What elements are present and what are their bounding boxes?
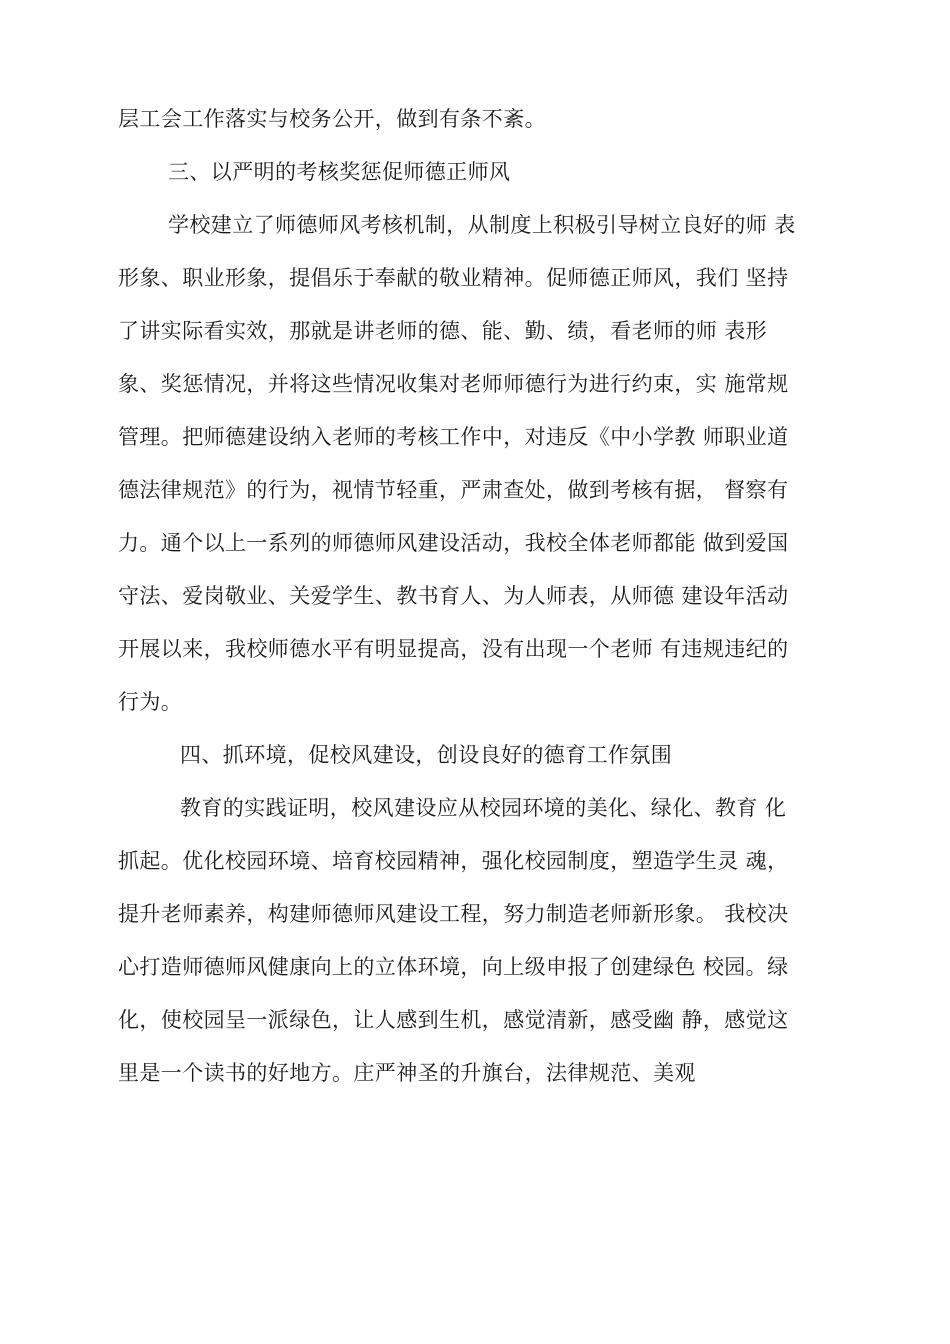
paragraph-line: 守法、爱岗敬业、关爱学生、教书育人、为人师表，从师德 建设年活动 [118,584,789,608]
paragraph-line: 形象、职业形象，提倡乐于奉献的敬业精神。促师德正师风，我们 坚持 [118,266,789,290]
section-heading-4: 四、抓环境，促校风建设，创设良好的德育工作氛围 [180,743,673,767]
paragraph-line: 管理。把师德建设纳入老师的考核工作中，对违反《中小学教 师职业道 [118,425,789,449]
paragraph-line: 化，使校园呈一派绿色，让人感到生机，感觉清新，感受幽 静，感觉这 [118,1008,789,1032]
paragraph-line: 了讲实际看实效，那就是讲老师的德、能、勤、绩，看老师的师 表形 [118,319,768,343]
paragraph-line: 教育的实践证明，校风建设应从校园环境的美化、绿化、教育 化 [180,796,787,820]
paragraph-line: 抓起。优化校园环境、培育校园精神，强化校园制度，塑造学生灵 魂， [118,849,789,873]
paragraph-line: 力。通个以上一系列的师德师风建设活动，我校全体老师都能 做到爱国 [118,531,789,555]
section-heading-3: 三、以严明的考核奖惩促师德正师风 [168,160,511,184]
paragraph-line: 开展以来，我校师德水平有明显提高，没有出现一个老师 有违规违纪的 [118,637,789,661]
paragraph-line: 象、奖惩情况，并将这些情况收集对老师师德行为进行约束，实 施常规 [118,372,789,396]
paragraph-line: 行为。 [118,690,183,714]
paragraph-line: 心打造师德师风健康向上的立体环境，向上级申报了创建绿色 校园。绿 [118,955,789,979]
paragraph-line: 学校建立了师德师风考核机制，从制度上积极引导树立良好的师 表 [168,213,796,237]
paragraph-line: 层工会工作落实与校务公开，做到有条不紊。 [118,107,546,131]
paragraph-line: 德法律规范》的行为，视情节轻重，严肃查处，做到考核有据， 督察有 [118,478,789,502]
paragraph-line: 提升老师素养，构建师德师风建设工程，努力制造老师新形象。 我校决 [118,902,789,926]
paragraph-line: 里是一个读书的好地方。庄严神圣的升旗台，法律规范、美观 [118,1061,696,1085]
